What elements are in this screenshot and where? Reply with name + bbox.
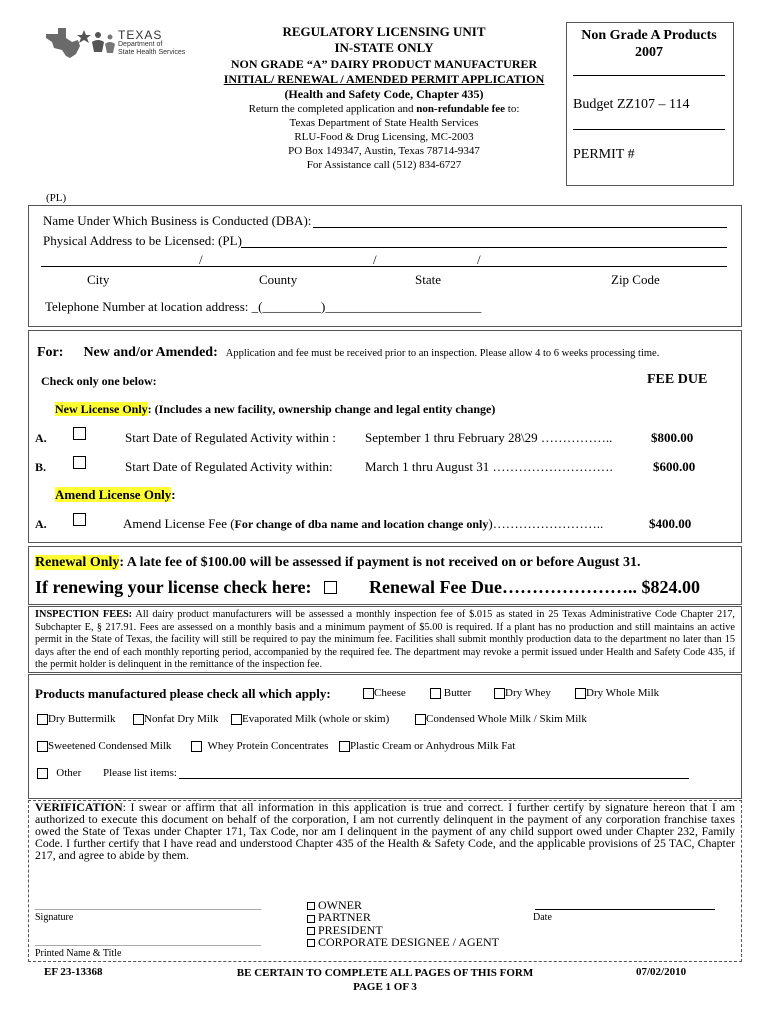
option-b-range: March 1 thru August 31 ………………………. <box>365 459 613 474</box>
date-label: Date <box>533 912 552 923</box>
dshs-logo <box>44 26 204 62</box>
telephone-field[interactable]: Telephone Number at location address: _(_________)________________________ <box>45 299 482 314</box>
header-line2: IN-STATE ONLY <box>334 40 434 55</box>
amend-text: Amend License Fee (For change of dba name and location change only)…………………….. <box>123 516 604 531</box>
renewal-checkbox[interactable] <box>324 581 337 594</box>
header-line4: INITIAL/ RENEWAL / AMENDED PERMIT APPLICATION <box>223 72 545 86</box>
address-line3: PO Box 149347, Austin, Texas 78714-9347 <box>288 145 480 157</box>
logo-texas: TEXAS <box>118 28 163 42</box>
city-label: City <box>87 272 110 287</box>
new-license-heading: New License Only: (Includes a new facility, ownership change and legal entity change) <box>55 402 496 416</box>
dba-label: Name Under Which Business is Conducted (DBA): <box>43 213 312 228</box>
products-title: Products manufactured please check all which apply: <box>35 686 331 701</box>
address-line2: RLU-Food & Drug Licensing, MC-2003 <box>294 131 474 143</box>
option-a-range: September 1 thru February 28\29 …………….. <box>365 430 613 445</box>
slash: / <box>373 252 377 267</box>
signature-field[interactable] <box>35 909 261 910</box>
form-header <box>208 24 560 172</box>
dba-field[interactable] <box>313 227 727 228</box>
logo-dshs: State Health Services <box>118 49 186 56</box>
product-dry-whole-milk[interactable]: Dry Whole Milk <box>575 687 659 699</box>
product-plastic-cream[interactable]: Plastic Cream or Anhydrous Milk Fat <box>339 740 515 752</box>
verification-text: VERIFICATION: I swear or affirm that all information in this application is true and correct. I further certify by signature hereon that I am authorized to execute this document on behalf of the corporation, I am not currently delinquent in the payment of any corporation franchise taxes owed the State of Texas under Chapter 171, Tax Code, nor am I delinquent in the payment of any child support owed under Chapter 232, Family Code. I further certify that I have read and understood Chapter 435 of the Health & Safety Code, and the applicable provisions of 25 TAC, Chapter 217, and agree to abide by them. <box>35 800 735 862</box>
option-a-fee: $800.00 <box>651 430 694 445</box>
option-b-fee: $600.00 <box>653 459 696 474</box>
printed-name-label: Printed Name & Title <box>35 948 122 959</box>
product-evaporated-milk[interactable]: Evaporated Milk (whole or skim) <box>231 713 389 725</box>
header-line3: NON GRADE “A” DAIRY PRODUCT MANUFACTURER <box>230 57 538 71</box>
texas-logo-icon <box>44 26 116 60</box>
business-info-section <box>28 205 742 327</box>
fee-due-header: FEE DUE <box>647 372 708 387</box>
state-label: State <box>415 272 441 287</box>
check-only-one: Check only one below: <box>41 374 157 388</box>
option-b-checkbox[interactable] <box>73 456 86 469</box>
product-whey-protein[interactable]: Whey Protein Concentrates <box>191 740 328 752</box>
amend-a-label: A. <box>35 517 47 531</box>
office-use-box <box>566 22 734 186</box>
physical-address-label: Physical Address to be Licensed: (PL) <box>43 233 242 248</box>
address-line1: Texas Department of State Health Services <box>289 117 479 129</box>
footer-center <box>214 966 556 994</box>
option-a-checkbox[interactable] <box>73 427 86 440</box>
product-condensed-milk[interactable]: Condensed Whole Milk / Skim Milk <box>415 713 587 725</box>
county-label: County <box>259 272 298 287</box>
for-line: For: New and/or Amended: Application and fee must be received prior to an inspection. Please allow 4 to 6 weeks processing time. <box>37 345 660 360</box>
renewal-check-line: If renewing your license check here: <box>35 577 312 597</box>
divider <box>573 129 725 130</box>
header-line5: (Health and Safety Code, Chapter 435) <box>284 87 484 101</box>
header-line1: REGULATORY LICENSING UNIT <box>282 24 486 39</box>
products-section <box>28 674 742 799</box>
option-a-text: Start Date of Regulated Activity within : <box>125 430 336 445</box>
amend-fee: $400.00 <box>649 516 692 531</box>
inspection-fees-text: INSPECTION FEES: All dairy product manufacturers will be assessed a monthly inspection fee of $.015 as stated in 25 Texas Administrative Code Chapter 217, Subchapter E, § 217.91. Fees are assessed on a monthly basis and a minimum payment of $5.00 is required. If a plant has no production and still maintains an active permit in the State of Texas, the facility will still be required to pay the minimum fee. Facilities shall submit monthly production data to the department no later than 15 days after the end of each monthly reporting period, accompanied by the required fee. The department may revoke a permit issued under Health and Safety Code 435, if the permit holder is delinquent in the remittance of the inspection fee. <box>35 609 735 670</box>
product-butter[interactable]: Butter <box>430 687 471 699</box>
form-number: EF 23-13368 <box>44 966 103 978</box>
role-president[interactable]: PRESIDENT <box>307 924 499 936</box>
other-items-field[interactable] <box>179 778 689 779</box>
zip-label: Zip Code <box>611 272 660 287</box>
product-nonfat-dry-milk[interactable]: Nonfat Dry Milk <box>133 713 219 725</box>
option-a-label: A. <box>35 431 47 445</box>
product-category-title: Non Grade A Products <box>581 28 717 43</box>
assistance-phone: For Assistance call (512) 834-6727 <box>306 159 462 171</box>
product-sweetened-condensed-milk[interactable]: Sweetened Condensed Milk <box>37 740 171 752</box>
amend-license-heading: Amend License Only: <box>55 487 176 502</box>
role-checklist <box>307 899 499 948</box>
amend-checkbox[interactable] <box>73 513 86 526</box>
slash: / <box>477 252 481 267</box>
signature-label: Signature <box>35 912 74 923</box>
city-county-state-zip-field[interactable] <box>41 266 727 267</box>
slash: / <box>199 252 203 267</box>
fee-section <box>28 330 742 543</box>
date-field[interactable] <box>535 909 715 910</box>
role-partner[interactable]: PARTNER <box>307 911 499 923</box>
budget-code: Budget ZZ107 – 114 <box>573 97 690 112</box>
form-date: 07/02/2010 <box>636 966 687 978</box>
logo-dept: Department of <box>118 41 163 48</box>
return-instructions: Return the completed application and non-refundable fee to: <box>248 103 520 115</box>
product-dry-buttermilk[interactable]: Dry Buttermilk <box>37 713 116 725</box>
please-list-label: Please list items: <box>103 767 177 779</box>
verification-section <box>28 800 742 962</box>
product-year: 2007 <box>635 45 663 60</box>
role-owner[interactable]: OWNER <box>307 899 499 911</box>
option-b-text: Start Date of Regulated Activity within: <box>125 459 333 474</box>
product-other[interactable]: Other <box>37 767 81 779</box>
renewal-heading: Renewal Only: A late fee of $100.00 will be assessed if payment is not received on or before August 31. <box>35 555 641 570</box>
permit-number-label: PERMIT # <box>573 147 635 162</box>
printed-name-field[interactable] <box>35 945 261 946</box>
pl-tag: (PL) <box>46 192 67 204</box>
physical-address-field[interactable] <box>241 247 727 248</box>
inspection-fees-section <box>28 606 742 673</box>
product-dry-whey[interactable]: Dry Whey <box>494 687 551 699</box>
footer-notice: BE CERTAIN TO COMPLETE ALL PAGES OF THIS FORM <box>236 967 534 979</box>
renewal-section <box>28 546 742 605</box>
page-number: PAGE 1 OF 3 <box>353 981 417 993</box>
renewal-fee-due: Renewal Fee Due………………….. $824.00 <box>369 577 700 597</box>
product-cheese[interactable]: Cheese <box>363 687 406 699</box>
option-b-label: B. <box>35 460 47 474</box>
role-corporate-designee[interactable]: CORPORATE DESIGNEE / AGENT <box>307 936 499 948</box>
divider <box>573 75 725 76</box>
